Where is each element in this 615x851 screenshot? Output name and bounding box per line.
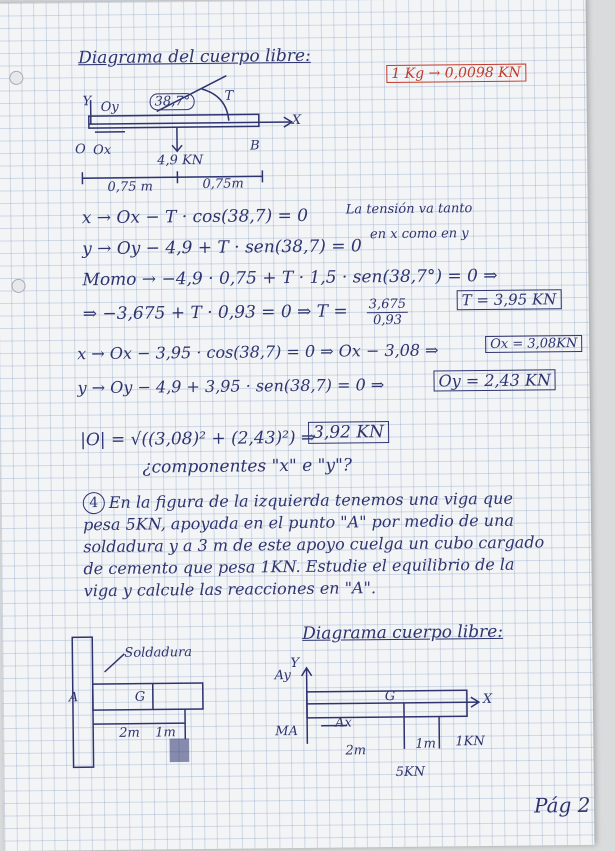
result-oy: Oy = 2,43 KN [433,369,556,391]
result-ox: Ox = 3,08KN [485,335,582,353]
label-x2: X [483,692,492,707]
label-y2: Y [290,656,299,671]
label-5kn: 5KN [396,765,426,780]
tension-note-2: en x como en y [370,226,469,242]
result-tension: T = 3,95 KN [457,289,562,310]
fraction [367,297,409,328]
equation-tension: ⇒ −3,675 + T · 0,93 = 0 ⇒ T = [83,301,348,324]
label-ay: Ay [275,668,291,683]
label-a: A [69,690,79,705]
x-axis [89,122,292,124]
label-g: G [135,690,146,705]
label-d2: 0,75m [202,177,243,192]
equation-y: y → Oy − 4,9 + T · sen(38,7) = 0 [82,236,362,259]
equation-oy: y → Oy − 4,9 + 3,95 · sen(38,7) = 0 ⇒ [78,375,385,397]
label-b: B [250,138,260,153]
problem-number: 4 [83,492,105,514]
beam [93,683,203,710]
label-y: Y [83,94,92,109]
label-ox: Ox [93,143,111,158]
label-1kn: 1KN [455,734,485,749]
label-2m-fbd: 2m [345,743,366,758]
label-o: O [75,142,86,157]
equation-magnitude: |O| = √((3,08)² + (2,43)²) ⇒ [80,428,315,450]
label-1m: 1m [155,725,176,740]
weld-pointer [104,654,124,672]
result-magnitude: 3,92 KN [308,421,389,444]
label-angle: 38,7° [150,93,196,110]
equation-ox: x → Ox − 3,95 · cos(38,7) = 0 ⇒ Ox − 3,08 ⇒ [77,340,438,363]
page-number: Pág 2 [534,793,591,818]
label-2m: 2m [119,726,140,741]
label-1m-fbd: 1m [415,737,436,752]
label-ax: Ax [335,715,352,730]
label-t: T [224,89,233,104]
fraction-numerator: 3,675 [367,297,408,313]
binder-hole [11,279,25,293]
equation-moment: Momo → −4,9 · 0,75 + T · 1,5 · sen(38,7°) = 0 ⇒ [82,266,497,290]
free-body-diagram-2 [299,662,500,769]
dimension-line [93,723,185,724]
binder-hole [9,71,23,85]
conversion-box: 1 Kg → 0,0098 KN [386,64,526,83]
section-title-1: Diagrama del cuerpo libre: [78,46,311,68]
label-load: 4,9 KN [157,153,203,168]
fraction-denominator: 0,93 [367,313,408,328]
cement-bucket [170,739,188,761]
section-title-2: Diagrama cuerpo libre: [302,622,503,644]
label-x: X [292,113,301,128]
label-ma: MA [275,724,298,739]
label-g2: G [385,689,396,704]
equation-x: x → Ox − T · cos(38,7) = 0 [82,206,308,228]
free-body-diagram-1 [76,70,317,198]
label-oy: Oy [101,100,119,115]
components-question: ¿componentes "x" e "y"? [142,455,352,477]
tension-note-1: La tensión va tanto [346,201,473,217]
label-soldadura: Soldadura [124,645,192,661]
beam [89,114,259,128]
problem-statement: En la figura de la izquierda tenemos una viga que pesa 5KN, apoyada en el punto "A" por medio de una soldadura y a 3 m de este apoyo cuelga un cubo cargado de cemento que pesa 1KN. Estudie el equilibrio de la viga y calcule las reacciones en "A". [83,487,554,602]
label-d1: 0,75 m [107,179,153,194]
